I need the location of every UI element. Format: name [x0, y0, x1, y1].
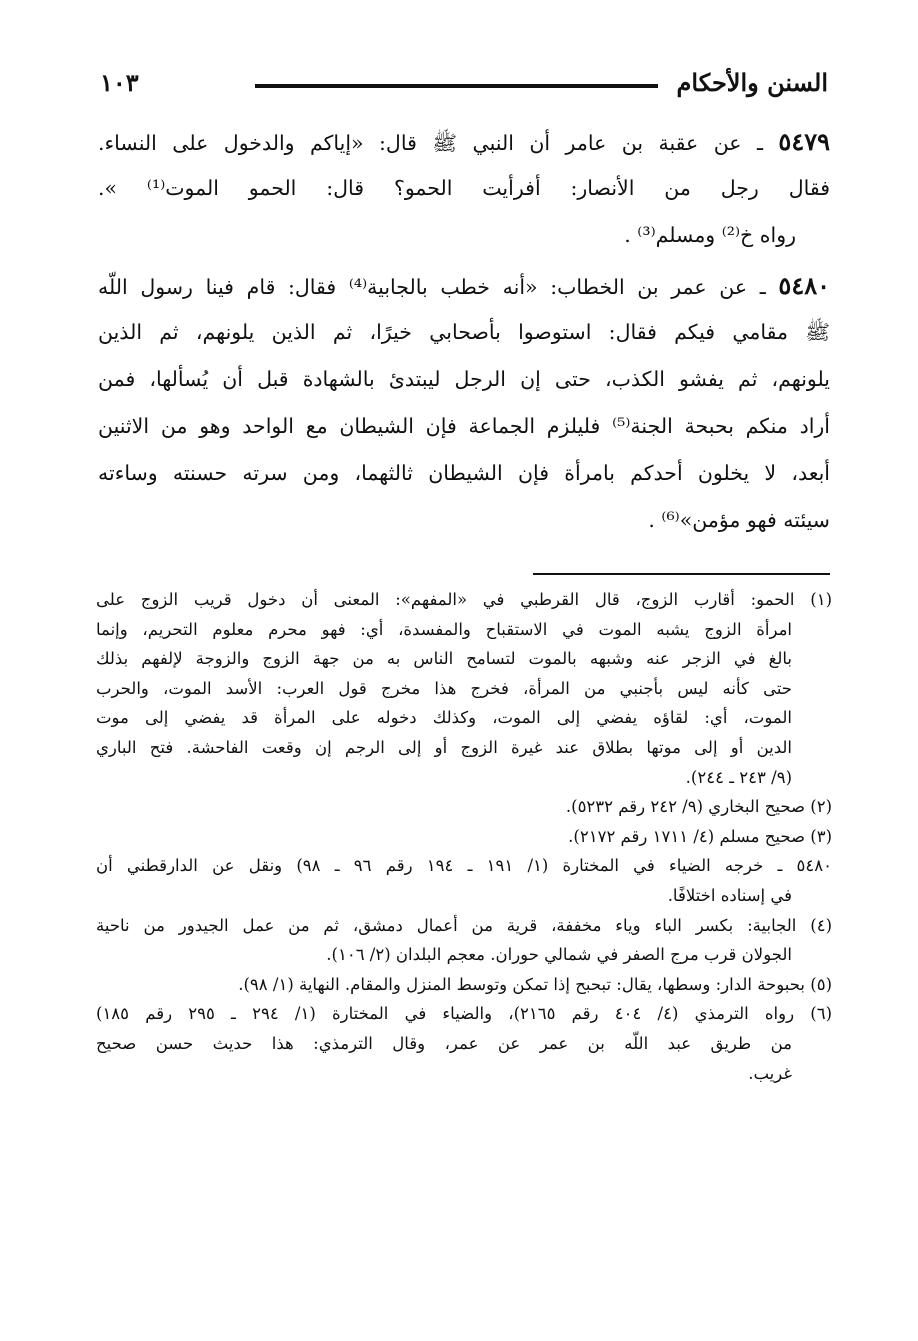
footnote-2: (٢) صحيح البخاري (٩/ ٢٤٢ رقم ٥٢٣٢).	[565, 797, 832, 817]
footnote-5: (٥) بحبوحة الدار: وسطها، يقال: تبحبح إذا تمكن وتوسط المنزل والمقام. النهاية (١/ ٩٨).	[238, 974, 832, 994]
hadith-5480-line-5: أبعد، لا يخلون أحدكم بامرأة فإن الشيطان ثالثهما، ومن سرته حسنته وساءته	[98, 461, 830, 485]
hadith-5479-line-2: فقال رجل من الأنصار: أفرأيت الحمو؟ قال: الحمو الموت⁽¹⁾ ».	[98, 176, 830, 200]
footnote-1-line: بالغ في الزجر عنه وشبهه بالموت لتسامح الناس به من جهة الزوج والزوجة لإلفهم بذلك	[96, 649, 792, 669]
page-number: ١٠٣	[100, 68, 139, 97]
hadith-5480-line-4: أراد منكم بحبحة الجنة⁽⁵⁾ فليلزم الجماعة فإن الشيطان مع الواحد وهو من الاثنين	[98, 414, 830, 438]
footnote-1-line: حتى كأنه ليس بأجنبي من المرأة، فخرج هذا مخرج قول العرب: الأسد الموت، والحرب	[96, 678, 792, 698]
main-text	[98, 118, 830, 544]
footnote-5480-line: ٥٤٨٠ ـ خرجه الضياء في المختارة (١/ ١٩١ ـ ١٩٤ رقم ٩٦ ـ ٩٨) ونقل عن الدارقطني أن	[96, 856, 832, 876]
footnote-4-line: الجولان قرب مرج الصفر في شمالي حوران. معجم البلدان (٢/ ١٠٦).	[326, 945, 792, 965]
hadith-5479-line-3: رواه خ⁽²⁾ ومسلم⁽³⁾ .	[624, 223, 796, 247]
hadith-number: ٥٤٧٩	[778, 127, 830, 156]
footnote-1-line: الموت، أي: لقاؤه يفضي إلى الموت، وكذلك دخوله على المرأة قد يفضي إلى موت	[96, 708, 792, 728]
footnote-1-line: امرأة الزوج يشبه الموت في الاستقباح والمفسدة، أي: فهو محرم معلوم التحريم، وإنما	[96, 619, 792, 639]
hadith-5480-line-2: ﷺ مقامي فيكم فقال: استوصوا بأصحابي خيرًا، ثم الذين يلونهم، ثم الذين	[98, 320, 830, 344]
footnote-separator	[533, 573, 830, 575]
hadith-5480-line-1: ٥٤٨٠ ـ عن عمر بن الخطاب: «أنه خطب بالجابية⁽⁴⁾ فقال: قام فينا رسول اللّه	[98, 271, 830, 300]
footnote-6-line: (٦) رواه الترمذي (٤/ ٤٠٤ رقم ٢١٦٥)، والضياء في المختارة (١/ ٢٩٤ ـ ٢٩٥ رقم ١٨٥)	[96, 1004, 832, 1024]
footnote-1-line: الدين أو إلى موتها بطلاق عند غيرة الزوج أو إلى الرجم إن وقعت الفاحشة. فتح الباري	[96, 737, 792, 757]
hadith-5479-line-1: ٥٤٧٩ ـ عن عقبة بن عامر أن النبي ﷺ قال: «إياكم والدخول على النساء.	[98, 127, 830, 156]
footnote-1-line: (١) الحمو: أقارب الزوج، قال القرطبي في «المفهم»: المعنى أن دخول قريب الزوج على	[96, 590, 832, 609]
hadith-5480-line-6: سيئته فهو مؤمن»⁽⁶⁾ .	[648, 508, 830, 532]
footnote-6-line: غريب.	[748, 1063, 792, 1083]
running-title: السنن والأحكام	[676, 68, 828, 97]
footnote-4-line: (٤) الجابية: بكسر الباء وياء مخففة، قرية من أعمال دمشق، ثم من عمل الجيدور من ناحية	[96, 915, 832, 935]
hadith-5480-line-3: يلونهم، ثم يفشو الكذب، حتى إن الرجل ليبتدئ بالشهادة قبل أن يُسألها، فمن	[98, 367, 830, 391]
header-rule	[255, 84, 658, 88]
footnote-1-line: (٩/ ٢٤٣ ـ ٢٤٤).	[685, 767, 792, 787]
page-header	[100, 64, 828, 104]
footnotes	[96, 585, 832, 1088]
footnote-5480-line: في إسناده اختلافًا.	[667, 885, 792, 905]
footnote-6-line: من طريق عبد اللّه بن عمر عن عمر، وقال الترمذي: هذا حديث حسن صحيح	[96, 1033, 792, 1053]
footnote-3: (٣) صحيح مسلم (٤/ ١٧١١ رقم ٢١٧٢).	[568, 826, 832, 846]
hadith-number: ٥٤٨٠	[778, 271, 830, 300]
